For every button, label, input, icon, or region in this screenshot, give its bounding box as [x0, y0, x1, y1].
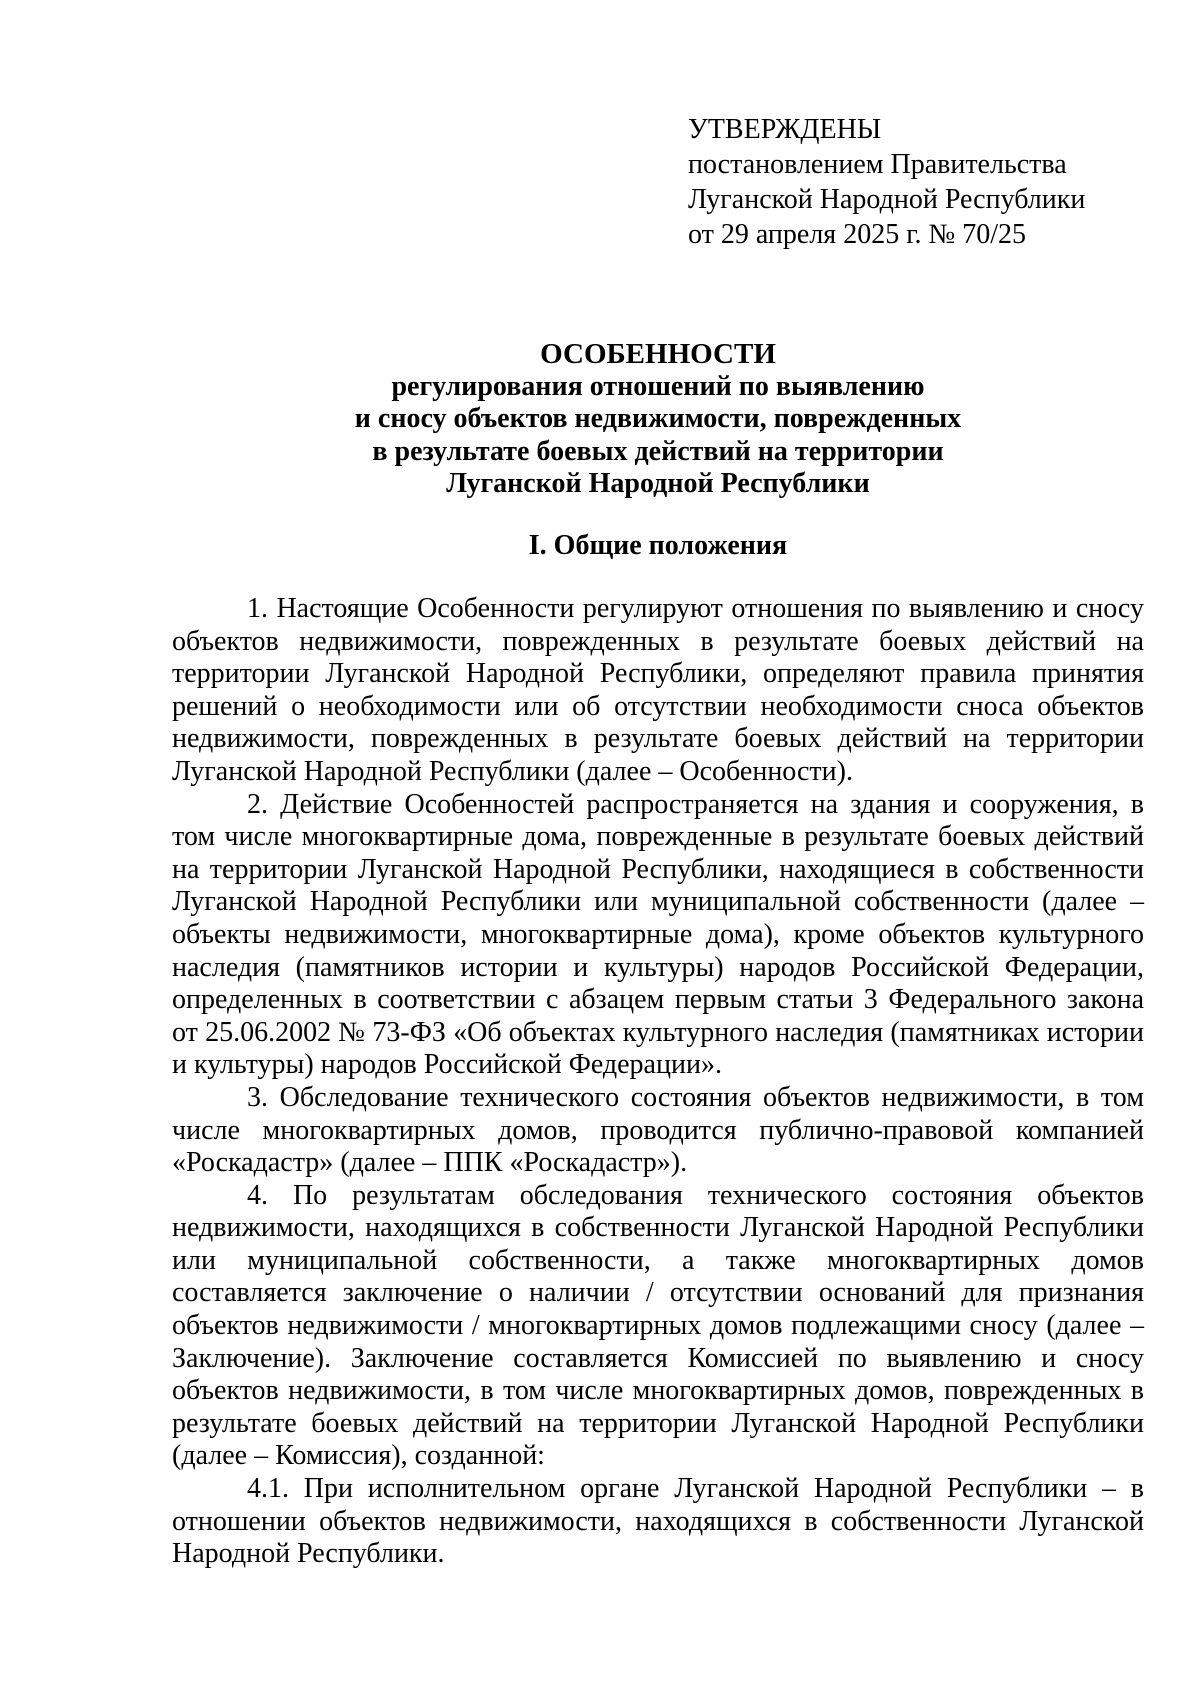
document-body: [172, 593, 1144, 1571]
section-heading: I. Общие положения: [528, 530, 788, 561]
approval-resolution-line: постановлением Правительства: [688, 149, 1067, 180]
approval-heading: УТВЕРЖДЕНЫ: [688, 114, 882, 145]
title-subline-3: в результате боевых действий на территории: [372, 435, 944, 467]
title-subline-2: и сносу объектов недвижимости, поврежденных: [354, 403, 962, 434]
paragraph-1: 1. Настоящие Особенности регулируют отношения по выявлению и сносу объектов недвижимости, поврежденных в результате боевых действий на территории Луганской Народной Республики, определяют правила принятия решений о необходимости или об отсутствии необходимости сноса объектов недвижимости, поврежденных в результате боевых действий на территории Луганской Народной Республики (далее – Особенности).: [172, 593, 1144, 787]
paragraph-4-1: 4.1. При исполнительном органе Луганской Народной Республики – в отношении объектов недвижимости, находящихся в собственности Луганской Народной Республики.: [172, 1473, 1144, 1570]
approval-stamp: [688, 112, 1168, 252]
title-subline-4: Луганской Народной Республики: [446, 468, 870, 499]
approval-government-line: Луганской Народной Республики: [688, 184, 1086, 215]
paragraph-4: 4. По результатам обследования технического состояния объектов недвижимости, находящихся в собственности Луганской Народной Республики или муниципальной собственности, а также многоквартирных домов составляется заключение о наличии / отсутствии оснований для признания объектов недвижимости / многоквартирных домов подлежащими сносу (далее – Заключение). Заключение составляется Комиссией по выявлению и сносу объектов недвижимости, в том числе многоквартирных домов, поврежденных в результате боевых действий на территории Луганской Народной Республики (далее – Комиссия), созданной:: [172, 1179, 1144, 1472]
title-subline-1: регулирования отношений по выявлению: [391, 370, 925, 402]
paragraph-2: 2. Действие Особенностей распространяется на здания и сооружения, в том числе многоквартирные дома, поврежденные в результате боевых действий на территории Луганской Народной Республики, находящиеся в собственности Луганской Народной Республики или муниципальной собственности (далее – объекты недвижимости, многоквартирные дома), кроме объектов культурного наследия (памятников истории и культуры) народов Российской Федерации, определенных в соответствии с абзацем первым статьи 3 Федерального закона от 25.06.2002 № 73-ФЗ «Об объектах культурного наследия (памятниках истории и культуры) народов Российской Федерации».: [172, 788, 1144, 1081]
document-title: [172, 338, 1144, 501]
title-main: ОСОБЕННОСТИ: [540, 338, 776, 370]
approval-date-line: от 29 апреля 2025 г. № 70/25: [688, 219, 1027, 250]
paragraph-3: 3. Обследование технического состояния объектов недвижимости, в том числе многоквартирных домов, проводится публично-правовой компанией «Роскадастр» (далее – ППК «Роскадастр»).: [172, 1081, 1144, 1179]
